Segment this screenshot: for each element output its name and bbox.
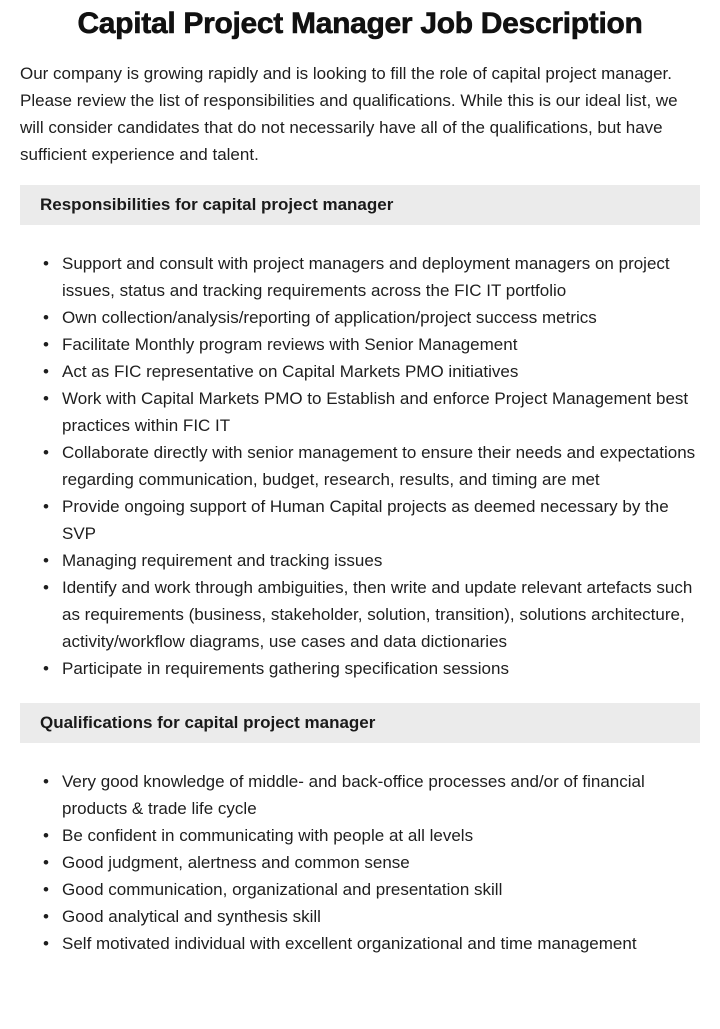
list-item: • Good analytical and synthesis skill bbox=[62, 903, 696, 930]
list-item: • Good judgment, alertness and common sense bbox=[62, 849, 696, 876]
section-heading-responsibilities bbox=[20, 185, 700, 225]
list-item: • Managing requirement and tracking issues bbox=[62, 547, 696, 574]
list-item: • Support and consult with project managers and deployment managers on project issues, status and tracking requirements across the FIC IT portfolio bbox=[62, 250, 696, 304]
section-heading-responsibilities-label: Responsibilities for capital project manager bbox=[40, 195, 394, 214]
qualifications-list bbox=[20, 768, 700, 957]
list-item: • Participate in requirements gathering specification sessions bbox=[62, 655, 696, 682]
list-item: • Be confident in communicating with people at all levels bbox=[62, 822, 696, 849]
page-title: Capital Project Manager Job Description bbox=[77, 7, 643, 40]
list-item: • Act as FIC representative on Capital Markets PMO initiatives bbox=[62, 358, 696, 385]
list-item: • Very good knowledge of middle- and back-office processes and/or of financial products & trade life cycle bbox=[62, 768, 696, 822]
section-heading-qualifications bbox=[20, 703, 700, 743]
section-heading-qualifications-label: Qualifications for capital project manager bbox=[40, 713, 376, 732]
list-item: • Self motivated individual with excellent organizational and time management bbox=[62, 930, 696, 957]
bottom-spacer bbox=[0, 957, 720, 985]
list-item: • Identify and work through ambiguities, then write and update relevant artefacts such as requirements (business, stakeholder, solution, transition), solutions architecture, activity/workflow diagrams, use cases and data dictionaries bbox=[62, 574, 696, 655]
responsibilities-list bbox=[20, 250, 700, 682]
list-item: • Collaborate directly with senior management to ensure their needs and expectations regarding communication, budget, research, results, and timing are met bbox=[62, 439, 696, 493]
list-item: • Work with Capital Markets PMO to Establish and enforce Project Management best practices within FIC IT bbox=[62, 385, 696, 439]
list-item: • Facilitate Monthly program reviews with Senior Management bbox=[62, 331, 696, 358]
list-item: • Provide ongoing support of Human Capital projects as deemed necessary by the SVP bbox=[62, 493, 696, 547]
list-item: • Own collection/analysis/reporting of application/project success metrics bbox=[62, 304, 696, 331]
list-item: • Good communication, organizational and presentation skill bbox=[62, 876, 696, 903]
intro-paragraph: Our company is growing rapidly and is looking to fill the role of capital project manager. Please review the list of responsibilities and qualifications. While this is our ideal list, we will consider candidates that do not necessarily have all of the qualifications, but have sufficient experience and talent. bbox=[20, 64, 678, 164]
